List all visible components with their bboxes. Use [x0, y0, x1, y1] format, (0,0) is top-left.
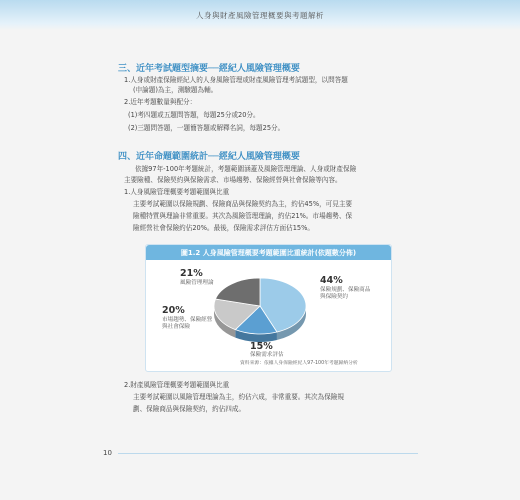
section-4-item-1: 1.人身風險管理概要考題範圍與比重	[124, 188, 230, 196]
section-4-heading: 四、近年命題範圍統計──經紀人風險管理概要	[118, 152, 300, 162]
page-number: 10	[103, 449, 112, 457]
section-4-item-2-line-2: 劃、保險商品與保險契約，約佔四成。	[133, 405, 246, 413]
chart-title: 圖1.2 人身風險管理概要考題範圍比重統計(依題數分佈)	[180, 249, 357, 257]
slice-label-market-2: 與社會保險	[162, 324, 190, 330]
slice-pct-needs: 15%	[250, 341, 273, 352]
section-3-item-2-sub-2: (2)三題問答題，一題簡答題或解釋名詞，每題25分。	[128, 124, 285, 132]
slice-label-planning-2: 與保險契約	[320, 294, 348, 300]
pie-chart	[205, 270, 315, 350]
slice-label-market-1: 市場趨勢、保險經營	[162, 317, 213, 323]
section-4-item-1-line-3: 險經營社會保險約佔20%。最後，保險需求評估方面佔15%。	[133, 224, 314, 232]
section-4-intro-line-1: 依據97年-100年考題統計，考題範圍涵蓋及風險管理理論、人身或財產保險	[135, 165, 357, 173]
section-4-item-1-line-1: 主要考試範圍以保險規劃、保險商品與保險契約為主，約佔45%，可見主要	[133, 200, 353, 208]
section-4-item-2: 2.財產風險管理概要考題範圍與比重	[124, 381, 230, 389]
footer-rule	[118, 453, 418, 454]
slice-pct-theory: 21%	[180, 268, 203, 279]
section-3-item-1-line-2: (申論題)為主，測驗題為輔。	[133, 86, 218, 94]
slice-pct-planning: 44%	[320, 275, 343, 286]
running-header: 人身與財產風險管理概要與考題解析	[196, 11, 324, 20]
slice-label-planning-1: 保險規劃、保險商品	[320, 287, 371, 293]
section-4-item-2-line-1: 主要考試範圍以風險管理理論為主，約佔六成，非常重要。其次為保險規	[133, 393, 344, 401]
section-3-item-2-sub-1: (1)考四題或五題問答題，每題25分或20分。	[128, 111, 260, 119]
slice-label-needs: 保險需求評估	[250, 352, 284, 358]
slice-pct-market: 20%	[162, 305, 185, 316]
section-3-item-1-line-1: 1.人身或財產保險經紀人的人身風險管理或財產風險管理考試題型，以問答題	[124, 76, 348, 84]
section-3-item-2: 2.近年考題數量與配分：	[124, 98, 197, 106]
section-4-intro-line-2: 主要險種、保險契約與保險需求、市場趨勢、保險經營與社會保險等內容。	[124, 176, 342, 184]
slice-label-theory: 風險管理理論	[180, 280, 214, 286]
section-4-item-1-line-2: 險種特質與理論非常重要。其次為風險管理理論，約佔21%。市場趨勢、保	[133, 212, 353, 220]
chart-source-note: 資料來源：依據人身保險經紀人97-100年考題歸納分析	[240, 361, 358, 366]
section-3-heading: 三、近年考試題型摘要──經紀人風險管理概要	[118, 64, 300, 74]
